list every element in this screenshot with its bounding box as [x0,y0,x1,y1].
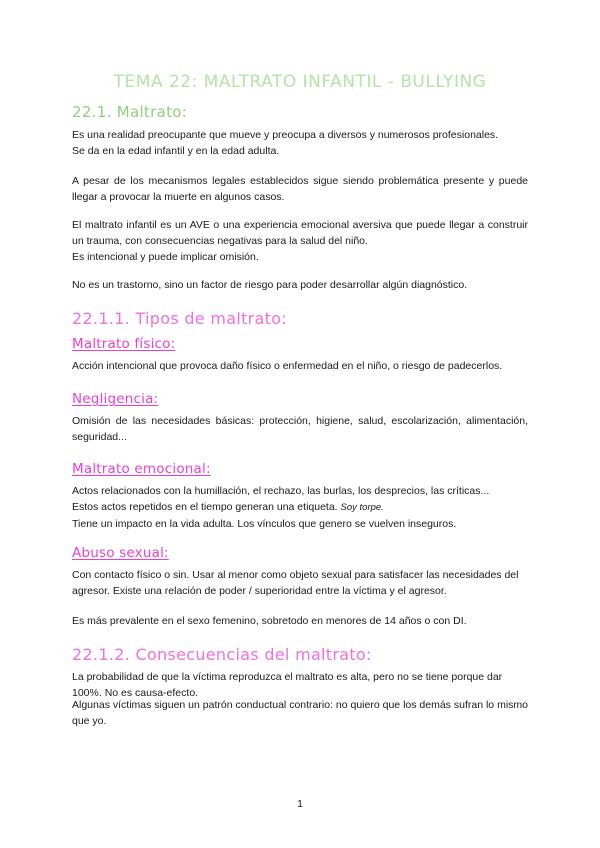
type-heading-emocional: Maltrato emocional: [72,461,211,477]
page-title: TEMA 22: MALTRATO INFANTIL - BULLYING [113,72,487,92]
paragraph-line: Estos actos repetidos en el tiempo generan una etiqueta. [72,501,338,513]
paragraph-line: Se da en la edad infantil y en la edad adulta. [72,145,280,157]
paragraph-line: Es una realidad preocupante que mueve y preocupa a diversos y numerosos profesionales. [72,129,499,141]
paragraph: A pesar de los mecanismos legales establecidos sigue siendo problemática presente y puede llegar a provocar la muerte en algunos casos. [72,175,528,203]
paragraph [72,127,528,159]
type-heading-negligencia: Negligencia: [72,391,159,407]
subsection-heading-consecuencias: 22.1.2. Consecuencias del maltrato: [72,645,372,664]
type-heading-fisico: Maltrato físico: [72,336,176,352]
paragraph-text: Es intencional y puede implicar omisión. [72,251,259,263]
paragraph: Acción intencional que provoca daño físico o enfermedad en el niño, o riesgo de padecerlos. [72,360,503,372]
paragraph-text: El maltrato infantil es un AVE o una experiencia emocional aversiva que puede llegar a construir un trauma, con consecuencias negativas para la salud del niño. [72,219,528,247]
paragraph: No es un trastorno, sino un factor de riesgo para poder desarrollar algún diagnóstico. [72,279,468,291]
paragraph: Algunas víctimas siguen un patrón conductual contrario: no quiero que los demás sufran lo mismo que yo. [72,699,528,727]
paragraph: Es más prevalente en el sexo femenino, sobretodo en menores de 14 años o con DI. [72,615,467,627]
paragraph [72,483,528,532]
paragraph: La probabilidad de que la víctima reproduzca el maltrato es alta, pero no se tiene porque dar 100%. No es causa-efecto. [72,671,503,699]
page-number: 1 [297,798,303,810]
section-heading-maltrato: 22.1. Maltrato: [72,103,188,121]
example-note: Soy torpe. [340,502,384,513]
subsection-heading-tipos: 22.1.1. Tipos de maltrato: [72,309,287,328]
paragraph [72,217,528,265]
type-heading-abuso: Abuso sexual: [72,545,169,561]
paragraph: Con contacto físico o sin. Usar al menor como objeto sexual para satisfacer las necesidades del agresor. Existe una relación de poder / superioridad entre la víctima y el agresor. [72,569,519,597]
paragraph: Omisión de las necesidades básicas: protección, higiene, salud, escolarización, alimentación, seguridad... [72,415,528,443]
paragraph-line: Tiene un impacto en la vida adulta. Los vínculos que genero se vuelven inseguros. [72,518,457,530]
paragraph-line: Actos relacionados con la humillación, el rechazo, las burlas, los desprecios, las críticas... [72,485,490,497]
